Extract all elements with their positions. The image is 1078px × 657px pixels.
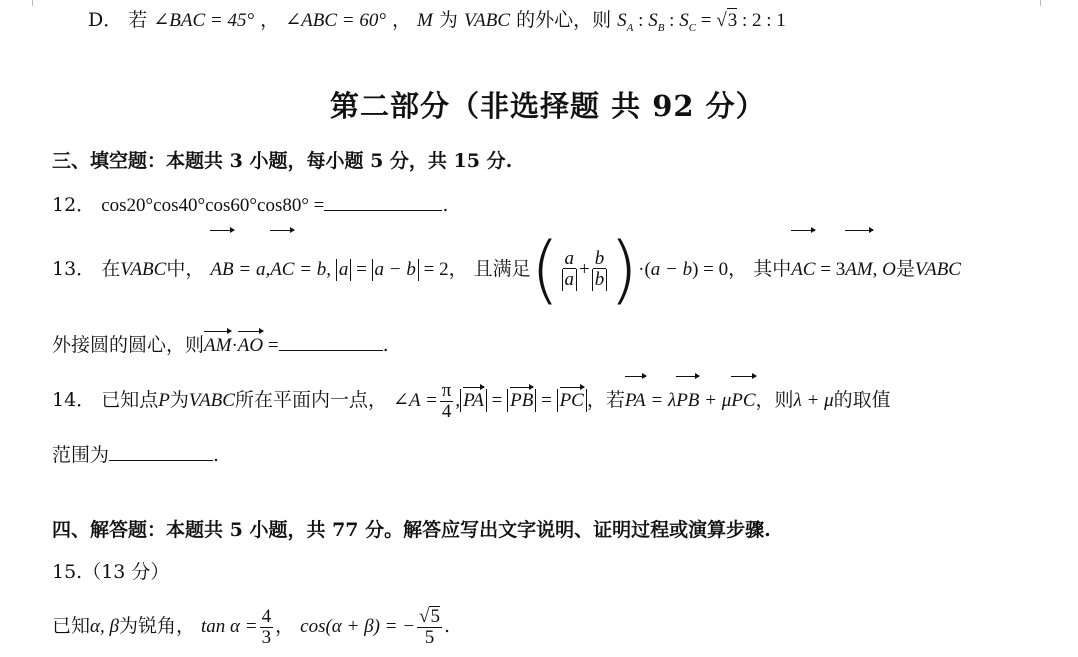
equals: = [351,259,372,280]
vector-pc: PC [559,390,584,411]
math-alpha-beta: α, β [90,616,119,637]
vector-pb: PB [510,390,534,411]
math: = 2， [418,259,468,280]
math-triangle: VABC [188,390,235,411]
text: 的外心，则 [516,9,612,31]
answer-blank[interactable] [324,192,442,211]
fraction-pi-over-4 [440,381,454,422]
text: 若 [128,9,148,31]
fraction-sqrt5-5: $\frac{√5}{5}$ [419,606,440,648]
vector-am: AM [204,335,232,356]
period: . [382,334,389,356]
math: = 3 [815,259,846,280]
question-number: 12． [52,194,96,216]
frac-den: a [562,269,578,291]
text: 在 [101,258,121,280]
text: 且满足 [473,258,531,280]
vector-am: AM [845,233,872,307]
colon: : [664,10,680,31]
vector-pc: PC [731,379,755,423]
question-number: 13． [52,258,96,280]
math-lambda-mu: λ + μ [793,390,834,411]
part2-title: 第二部分（非选择题 共 92 分） [330,89,766,123]
comma: ， [275,615,295,637]
sqrt-sign: √ [716,10,727,31]
text: 已知点 [101,389,159,411]
vector-ao: AO [237,335,264,356]
equals: = [486,390,508,411]
question-13: 13． 在VABC中， AB = a,AC = b, a = a − b = 2， 且满足( $\frac{a}{a}$ + $\frac{b}{b}$ )·(a − b) = 0， 其中AC = 3AM, O是VABC [52,227,961,313]
math: a − b [650,259,693,280]
math: = 0， [698,259,748,280]
math-s: S [648,10,658,31]
vector-pb: PB [676,379,699,423]
period: . [213,444,220,466]
vector-ac: AC [791,233,815,307]
math-o: , O [872,259,896,280]
fraction-4-3 [260,607,274,648]
period: . [443,615,451,637]
equals: = [263,335,279,356]
comma: , [455,390,461,411]
abs-a-minus-b: a − b [372,259,419,281]
text: 外接圆的圆心，则 [52,334,205,356]
plus: + [579,259,590,280]
text: ， [391,9,411,31]
question-14-line2 [52,442,219,467]
text: 为 [438,9,458,31]
math-m: M [417,10,433,31]
abs-a: a [336,259,352,281]
math-s: S [679,10,689,31]
text: 为 [169,389,189,411]
dot: · [231,335,238,356]
left-big-paren: ( [530,227,560,313]
frac-den: 4 [441,400,452,422]
frac-den: 3 [261,626,272,648]
question-15-header: 15.（13 分） [52,561,170,583]
question-13-line2 [52,332,389,358]
frac-num: π [441,379,452,401]
vector-ab: AB [210,233,233,307]
math-angle-bac: ∠BAC = 45° [153,10,255,31]
math: + μ [699,390,732,411]
text: 其中 [753,258,792,280]
math: = a, [233,259,271,280]
dot: · [638,259,645,280]
text: 所在平面内一点， [234,389,387,411]
text: 是 [895,258,915,280]
math-triangle: VABC [120,259,167,280]
page-corner-mark-left [32,0,33,6]
math-cos: cos(α + β) = − [300,616,416,637]
equals: = [536,390,557,411]
math-tan: tan α = [201,616,258,637]
math-angle-abc: ∠ABC = 60° [285,10,386,31]
sqrt-content: 5 [430,606,440,628]
section3-heading: 三、填空题：本题共 3 小题，每小题 5 分，共 15 分. [52,150,513,172]
fraction-b [592,249,608,292]
colon: : [633,10,649,31]
math-p: P [158,390,170,411]
frac-num: 4 [261,605,272,627]
question-12 [52,192,448,218]
text: 范围为 [52,444,110,466]
q12-math: cos20°cos40°cos60°cos80° = [101,195,325,216]
text: 的取值 [833,389,891,411]
math-angle-a: ∠A = [393,390,438,411]
vector-ac: AC [270,233,294,307]
sub-c: C [688,21,697,34]
sqrt-content: 3 [727,10,738,31]
vector-pa: PA [625,379,646,423]
text: ，则 [755,389,794,411]
sub-b: B [657,21,665,34]
vector-pa: PA [463,390,484,411]
math-triangle: VABC [914,259,961,280]
math: = λ [645,390,677,411]
text: 已知 [52,615,91,637]
page-corner-mark-right [1040,0,1041,6]
math-s: S [617,10,627,31]
text: ，若 [586,389,625,411]
right-big-paren: ) [609,227,639,313]
ratio-rest: : 2 : 1 [737,10,786,31]
text: 中， [166,258,205,280]
frac-den: 5 [424,627,435,648]
math: = b, [294,259,336,280]
text: ， [260,9,280,31]
frac-num: a [564,247,575,269]
section4-heading: 四、解答题：本题共 5 小题，共 77 分。解答应写出文字说明、证明过程或演算步骤. [52,519,771,541]
question-15 [52,600,450,652]
sub-a: A [626,21,634,34]
question-14 [52,378,891,422]
equals: = [696,10,717,31]
text: 为锐角， [118,615,195,637]
period: . [442,194,449,216]
question-number: 14． [52,389,96,411]
math-triangle: VABC [463,10,511,31]
option-d [88,8,786,40]
option-label: D． [88,9,123,31]
answer-blank[interactable] [109,442,213,461]
answer-blank[interactable] [279,332,383,351]
frac-num: b [594,247,605,269]
frac-den: b [592,269,608,291]
fraction-a [562,249,578,292]
